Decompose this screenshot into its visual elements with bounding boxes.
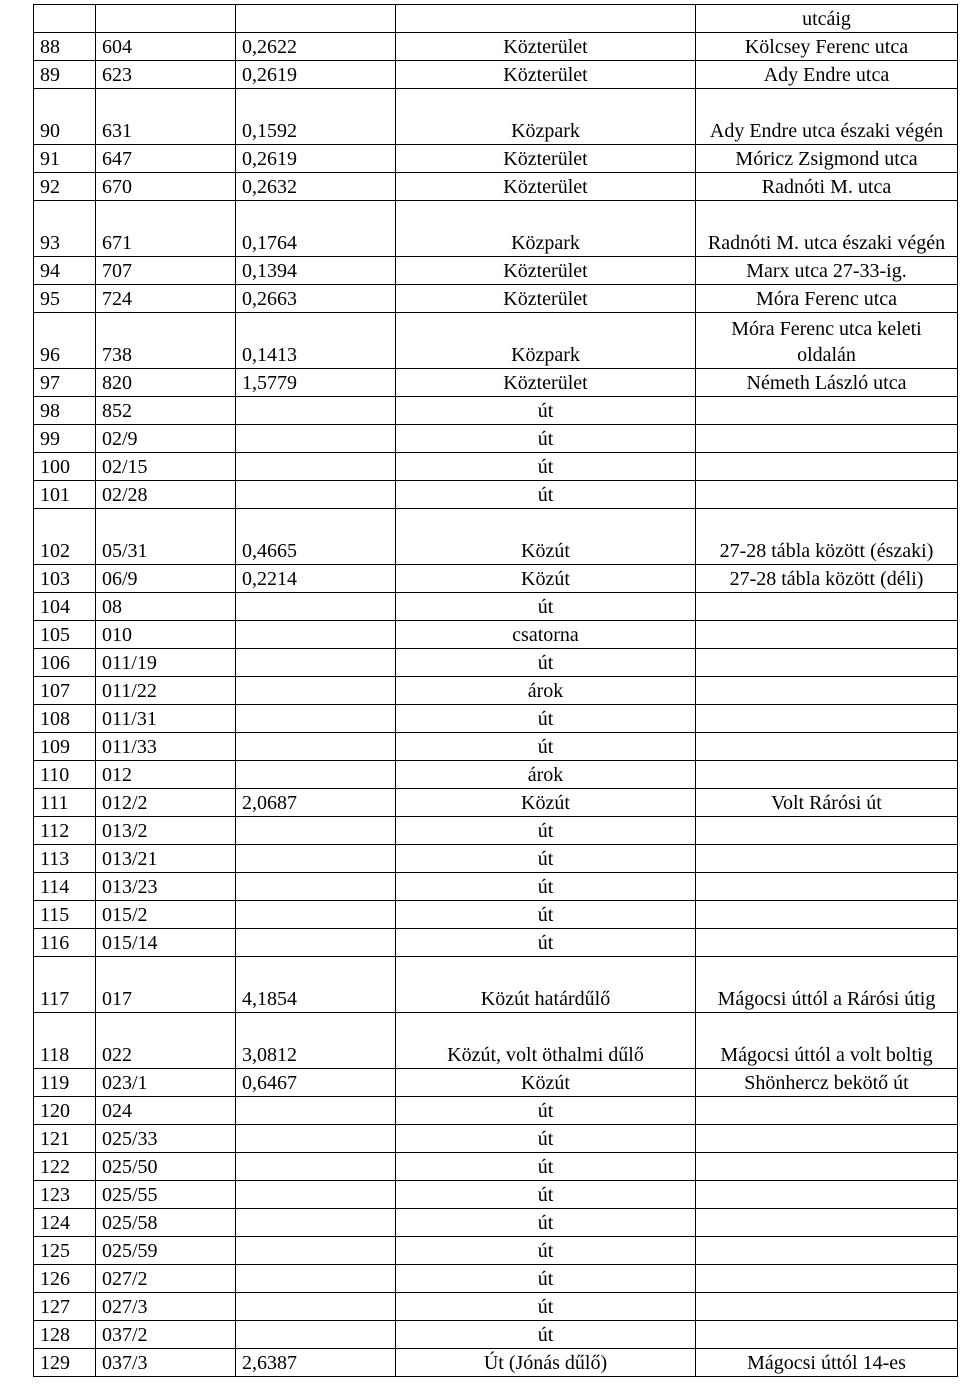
location-note-cell: Ady Endre utca xyxy=(696,61,958,89)
area-cell: 0,1764 xyxy=(236,201,396,257)
location-note-cell xyxy=(696,817,958,845)
parcel-number-cell: 02/15 xyxy=(96,453,236,481)
land-use-cell: út xyxy=(396,1209,696,1237)
land-use-cell: Közterület xyxy=(396,369,696,397)
location-note-cell xyxy=(696,397,958,425)
row-number-cell: 127 xyxy=(34,1293,96,1321)
area-cell: 2,0687 xyxy=(236,789,396,817)
table-row xyxy=(34,313,958,369)
parcel-number-cell: 015/14 xyxy=(96,929,236,957)
parcel-number-cell: 012/2 xyxy=(96,789,236,817)
table-row xyxy=(34,593,958,621)
land-use-cell: csatorna xyxy=(396,621,696,649)
table-row xyxy=(34,145,958,173)
row-number-cell: 99 xyxy=(34,425,96,453)
table-row xyxy=(34,1349,958,1377)
table-row xyxy=(34,33,958,61)
area-cell: 3,0812 xyxy=(236,1013,396,1069)
area-cell xyxy=(236,425,396,453)
parcel-number-cell: 022 xyxy=(96,1013,236,1069)
land-use-cell: Közút xyxy=(396,789,696,817)
area-cell xyxy=(236,397,396,425)
table-row xyxy=(34,929,958,957)
table-row xyxy=(34,565,958,593)
area-cell xyxy=(236,481,396,509)
parcel-number-cell: 08 xyxy=(96,593,236,621)
row-number-cell xyxy=(34,5,96,33)
location-note-cell xyxy=(696,845,958,873)
area-cell xyxy=(236,845,396,873)
row-number-cell: 118 xyxy=(34,1013,96,1069)
table-row xyxy=(34,845,958,873)
row-number-cell: 105 xyxy=(34,621,96,649)
row-number-cell: 113 xyxy=(34,845,96,873)
parcel-number-cell: 820 xyxy=(96,369,236,397)
land-use-cell: Közpark xyxy=(396,313,696,369)
parcel-number-cell: 671 xyxy=(96,201,236,257)
row-number-cell: 111 xyxy=(34,789,96,817)
area-cell xyxy=(236,1209,396,1237)
land-use-cell: út xyxy=(396,397,696,425)
land-use-cell: Közterület xyxy=(396,285,696,313)
parcel-number-cell: 02/28 xyxy=(96,481,236,509)
parcel-number-cell: 027/2 xyxy=(96,1265,236,1293)
location-note-cell xyxy=(696,1321,958,1349)
location-note-cell xyxy=(696,649,958,677)
table-row xyxy=(34,901,958,929)
land-use-cell: út xyxy=(396,845,696,873)
table-row xyxy=(34,621,958,649)
row-number-cell: 96 xyxy=(34,313,96,369)
land-use-cell: Közút xyxy=(396,509,696,565)
land-use-cell: Közterület xyxy=(396,145,696,173)
parcel-number-cell: 647 xyxy=(96,145,236,173)
land-use-cell: út xyxy=(396,649,696,677)
table-row xyxy=(34,1181,958,1209)
table-row xyxy=(34,257,958,285)
parcel-number-cell: 013/2 xyxy=(96,817,236,845)
area-cell xyxy=(236,453,396,481)
location-note-cell xyxy=(696,1097,958,1125)
land-use-cell: út xyxy=(396,1097,696,1125)
row-number-cell: 116 xyxy=(34,929,96,957)
parcel-number-cell: 012 xyxy=(96,761,236,789)
row-number-cell: 98 xyxy=(34,397,96,425)
location-note-cell: Radnóti M. utca északi végén xyxy=(696,201,958,257)
location-note-cell xyxy=(696,593,958,621)
row-number-cell: 89 xyxy=(34,61,96,89)
location-note-cell: Mágocsi úttól a Rárósi útig xyxy=(696,957,958,1013)
location-note-cell xyxy=(696,705,958,733)
table-row xyxy=(34,425,958,453)
location-note-cell: Mágocsi úttól a volt boltig xyxy=(696,1013,958,1069)
location-note-cell xyxy=(696,1181,958,1209)
row-number-cell: 93 xyxy=(34,201,96,257)
location-note-cell xyxy=(696,1237,958,1265)
row-number-cell: 90 xyxy=(34,89,96,145)
location-note-cell xyxy=(696,1209,958,1237)
area-cell xyxy=(236,621,396,649)
land-use-cell: Közterület xyxy=(396,257,696,285)
location-note-cell: Móra Ferenc utca xyxy=(696,285,958,313)
table-row xyxy=(34,1013,958,1069)
location-note-cell xyxy=(696,733,958,761)
land-use-cell: út xyxy=(396,733,696,761)
parcel-number-cell: 06/9 xyxy=(96,565,236,593)
row-number-cell: 117 xyxy=(34,957,96,1013)
parcel-number-cell: 011/22 xyxy=(96,677,236,705)
parcel-number-cell: 670 xyxy=(96,173,236,201)
table-row xyxy=(34,789,958,817)
parcel-number-cell: 025/50 xyxy=(96,1153,236,1181)
table-row xyxy=(34,61,958,89)
table-row xyxy=(34,817,958,845)
land-use-cell: út xyxy=(396,593,696,621)
row-number-cell: 129 xyxy=(34,1349,96,1377)
table-row xyxy=(34,1125,958,1153)
parcel-number-cell: 037/3 xyxy=(96,1349,236,1377)
location-note-cell xyxy=(696,1265,958,1293)
location-note-cell: Mágocsi úttól 14-es xyxy=(696,1349,958,1377)
parcel-number-cell: 011/31 xyxy=(96,705,236,733)
area-cell: 4,1854 xyxy=(236,957,396,1013)
row-number-cell: 124 xyxy=(34,1209,96,1237)
land-use-cell: Közterület xyxy=(396,33,696,61)
land-use-cell: út xyxy=(396,1237,696,1265)
parcel-number-cell: 852 xyxy=(96,397,236,425)
land-use-cell: Közpark xyxy=(396,89,696,145)
land-use-cell: árok xyxy=(396,677,696,705)
land-use-cell: Közút xyxy=(396,1069,696,1097)
row-number-cell: 104 xyxy=(34,593,96,621)
area-cell: 0,2619 xyxy=(236,61,396,89)
parcel-number-cell: 025/59 xyxy=(96,1237,236,1265)
location-note-cell: Móricz Zsigmond utca xyxy=(696,145,958,173)
table-row xyxy=(34,761,958,789)
parcel-number-cell: 037/2 xyxy=(96,1321,236,1349)
area-cell xyxy=(236,705,396,733)
land-use-cell: árok xyxy=(396,761,696,789)
area-cell xyxy=(236,649,396,677)
area-cell xyxy=(236,817,396,845)
location-note-cell xyxy=(696,1125,958,1153)
land-use-cell: Út (Jónás dűlő) xyxy=(396,1349,696,1377)
location-note-cell: Shönhercz bekötő út xyxy=(696,1069,958,1097)
area-cell xyxy=(236,1265,396,1293)
row-number-cell: 102 xyxy=(34,509,96,565)
row-number-cell: 128 xyxy=(34,1321,96,1349)
location-note-cell: 27-28 tábla között (déli) xyxy=(696,565,958,593)
area-cell: 0,2663 xyxy=(236,285,396,313)
area-cell xyxy=(236,593,396,621)
parcel-number-cell: 023/1 xyxy=(96,1069,236,1097)
row-number-cell: 91 xyxy=(34,145,96,173)
table-row xyxy=(34,649,958,677)
parcel-number-cell: 025/33 xyxy=(96,1125,236,1153)
land-use-cell: út xyxy=(396,481,696,509)
row-number-cell: 100 xyxy=(34,453,96,481)
land-use-cell: út xyxy=(396,929,696,957)
row-number-cell: 88 xyxy=(34,33,96,61)
parcel-number-cell: 604 xyxy=(96,33,236,61)
land-use-cell: út xyxy=(396,425,696,453)
area-cell xyxy=(236,5,396,33)
parcel-number-cell: 738 xyxy=(96,313,236,369)
area-cell xyxy=(236,1293,396,1321)
parcel-number-cell: 011/19 xyxy=(96,649,236,677)
land-use-cell: út xyxy=(396,873,696,901)
parcel-number-cell: 017 xyxy=(96,957,236,1013)
row-number-cell: 95 xyxy=(34,285,96,313)
location-note-cell: Kölcsey Ferenc utca xyxy=(696,33,958,61)
row-number-cell: 108 xyxy=(34,705,96,733)
parcel-number-cell: 027/3 xyxy=(96,1293,236,1321)
row-number-cell: 112 xyxy=(34,817,96,845)
row-number-cell: 122 xyxy=(34,1153,96,1181)
land-use-cell: Közterület xyxy=(396,173,696,201)
area-cell: 0,1394 xyxy=(236,257,396,285)
parcel-number-cell: 707 xyxy=(96,257,236,285)
table-row xyxy=(34,89,958,145)
row-number-cell: 125 xyxy=(34,1237,96,1265)
table-row xyxy=(34,957,958,1013)
land-use-cell: út xyxy=(396,817,696,845)
location-note-cell xyxy=(696,873,958,901)
parcel-number-cell: 623 xyxy=(96,61,236,89)
row-number-cell: 101 xyxy=(34,481,96,509)
table-row xyxy=(34,173,958,201)
location-note-cell xyxy=(696,481,958,509)
table-row xyxy=(34,1209,958,1237)
area-cell xyxy=(236,1237,396,1265)
table-row xyxy=(34,285,958,313)
location-note-cell: Volt Rárósi út xyxy=(696,789,958,817)
land-use-cell: út xyxy=(396,1181,696,1209)
land-use-cell: út xyxy=(396,705,696,733)
location-note-cell xyxy=(696,929,958,957)
area-cell: 0,1413 xyxy=(236,313,396,369)
area-cell: 0,2619 xyxy=(236,145,396,173)
area-cell xyxy=(236,1153,396,1181)
land-use-cell: Közút xyxy=(396,565,696,593)
table-row xyxy=(34,369,958,397)
table-row xyxy=(34,873,958,901)
table-row xyxy=(34,1265,958,1293)
land-use-cell: Közpark xyxy=(396,201,696,257)
row-number-cell: 106 xyxy=(34,649,96,677)
table-row xyxy=(34,453,958,481)
table-row xyxy=(34,1293,958,1321)
area-cell: 0,1592 xyxy=(236,89,396,145)
parcel-number-cell: 024 xyxy=(96,1097,236,1125)
row-number-cell: 109 xyxy=(34,733,96,761)
row-number-cell: 110 xyxy=(34,761,96,789)
property-register-table xyxy=(33,4,958,1377)
location-note-cell xyxy=(696,425,958,453)
area-cell xyxy=(236,901,396,929)
area-cell xyxy=(236,1321,396,1349)
row-number-cell: 114 xyxy=(34,873,96,901)
area-cell xyxy=(236,873,396,901)
location-note-cell: Németh László utca xyxy=(696,369,958,397)
table-row xyxy=(34,677,958,705)
land-use-cell: út xyxy=(396,901,696,929)
location-note-cell xyxy=(696,901,958,929)
land-use-cell xyxy=(396,5,696,33)
land-use-cell: út xyxy=(396,1153,696,1181)
table-row xyxy=(34,1321,958,1349)
row-number-cell: 94 xyxy=(34,257,96,285)
row-number-cell: 121 xyxy=(34,1125,96,1153)
location-note-cell: Marx utca 27-33-ig. xyxy=(696,257,958,285)
parcel-number-cell: 015/2 xyxy=(96,901,236,929)
parcel-number-cell: 02/9 xyxy=(96,425,236,453)
row-number-cell: 107 xyxy=(34,677,96,705)
area-cell xyxy=(236,761,396,789)
location-note-cell xyxy=(696,453,958,481)
parcel-number-cell xyxy=(96,5,236,33)
table-row xyxy=(34,481,958,509)
parcel-number-cell: 025/58 xyxy=(96,1209,236,1237)
row-number-cell: 123 xyxy=(34,1181,96,1209)
location-note-cell: Radnóti M. utca xyxy=(696,173,958,201)
land-use-cell: út xyxy=(396,1321,696,1349)
land-use-cell: Közút, volt öthalmi dűlő xyxy=(396,1013,696,1069)
row-number-cell: 126 xyxy=(34,1265,96,1293)
location-note-cell xyxy=(696,621,958,649)
table-row xyxy=(34,1069,958,1097)
row-number-cell: 120 xyxy=(34,1097,96,1125)
area-cell: 2,6387 xyxy=(236,1349,396,1377)
area-cell xyxy=(236,1097,396,1125)
location-note-cell: 27-28 tábla között (északi) xyxy=(696,509,958,565)
table-row xyxy=(34,5,958,33)
table-row xyxy=(34,397,958,425)
location-note-cell: utcáig xyxy=(696,5,958,33)
row-number-cell: 119 xyxy=(34,1069,96,1097)
table-body xyxy=(34,5,958,1377)
area-cell: 0,2214 xyxy=(236,565,396,593)
parcel-number-cell: 724 xyxy=(96,285,236,313)
area-cell: 0,2632 xyxy=(236,173,396,201)
location-note-cell: Ady Endre utca északi végén xyxy=(696,89,958,145)
parcel-number-cell: 011/33 xyxy=(96,733,236,761)
area-cell xyxy=(236,1181,396,1209)
area-cell xyxy=(236,677,396,705)
area-cell: 0,6467 xyxy=(236,1069,396,1097)
area-cell xyxy=(236,1125,396,1153)
parcel-number-cell: 025/55 xyxy=(96,1181,236,1209)
location-note-cell xyxy=(696,761,958,789)
location-note-cell: Móra Ferenc utca keleti oldalán xyxy=(696,313,958,369)
land-use-cell: út xyxy=(396,1265,696,1293)
row-number-cell: 97 xyxy=(34,369,96,397)
land-use-cell: út xyxy=(396,1125,696,1153)
table-row xyxy=(34,705,958,733)
parcel-number-cell: 631 xyxy=(96,89,236,145)
land-use-cell: Közterület xyxy=(396,61,696,89)
table-row xyxy=(34,1097,958,1125)
area-cell: 0,2622 xyxy=(236,33,396,61)
table-row xyxy=(34,201,958,257)
area-cell xyxy=(236,733,396,761)
location-note-cell xyxy=(696,1153,958,1181)
land-use-cell: út xyxy=(396,453,696,481)
land-use-cell: Közút határdűlő xyxy=(396,957,696,1013)
table-row xyxy=(34,733,958,761)
parcel-number-cell: 010 xyxy=(96,621,236,649)
row-number-cell: 103 xyxy=(34,565,96,593)
table-row xyxy=(34,1237,958,1265)
location-note-cell xyxy=(696,1293,958,1321)
parcel-number-cell: 013/21 xyxy=(96,845,236,873)
parcel-number-cell: 013/23 xyxy=(96,873,236,901)
area-cell: 1,5779 xyxy=(236,369,396,397)
land-use-cell: út xyxy=(396,1293,696,1321)
area-cell xyxy=(236,929,396,957)
area-cell: 0,4665 xyxy=(236,509,396,565)
row-number-cell: 92 xyxy=(34,173,96,201)
location-note-cell xyxy=(696,677,958,705)
table-row xyxy=(34,1153,958,1181)
table-row xyxy=(34,509,958,565)
parcel-number-cell: 05/31 xyxy=(96,509,236,565)
row-number-cell: 115 xyxy=(34,901,96,929)
